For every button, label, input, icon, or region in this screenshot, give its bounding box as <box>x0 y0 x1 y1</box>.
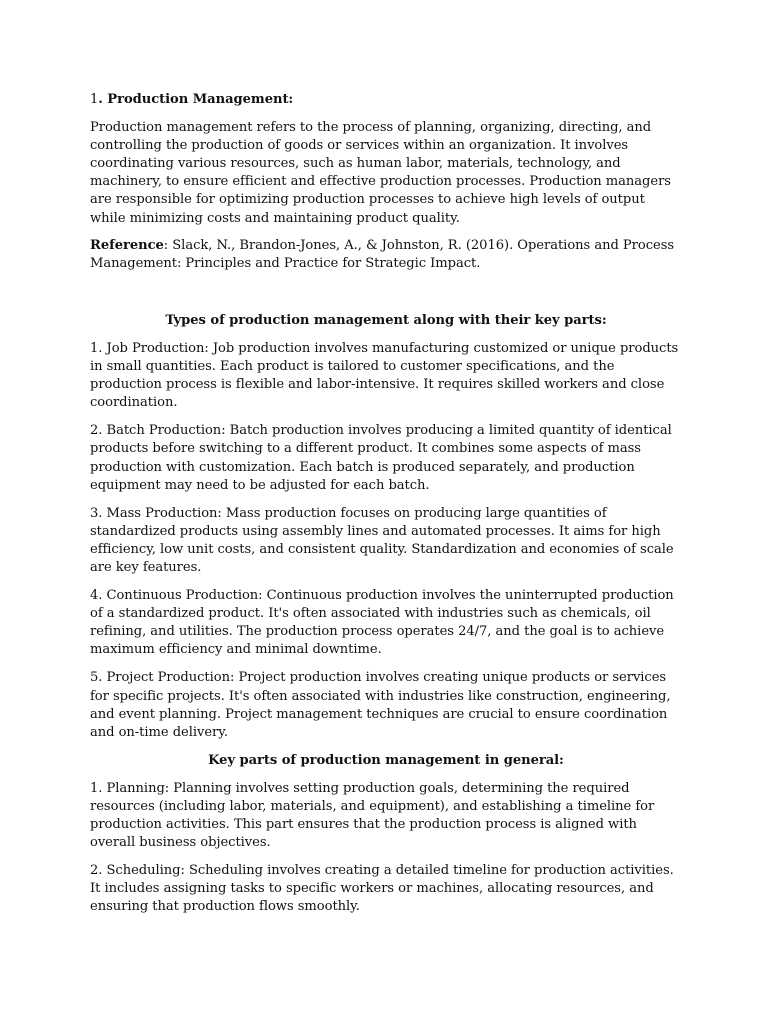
type-item-batch: 2. Batch Production: Batch production involves producing a limited quantity of identical products before switching to a different product. It combines some aspects of mass production with customization. Each batch is produced separately, and production equipment may need to be adjusted for each batch. <box>90 423 672 493</box>
type-item-mass: 3. Mass Production: Mass production focuses on producing large quantities of standardized products using assembly lines and automated processes. It aims for high efficiency, low unit costs, and consistent quality. Standardization and economies of scale are key features. <box>90 505 674 575</box>
type-item-job: 1. Job Production: Job production involves manufacturing customized or unique products in small quantities. Each product is tailored to customer specifications, and the production process is flexible and labor-intensive. It requires skilled workers and close coordination. <box>90 340 679 411</box>
section-heading <box>90 91 682 109</box>
section-number: 1 <box>90 92 99 107</box>
reference-text: : Slack, N., Brandon-Jones, A., & Johnston, R. (2016). Operations and Process Management: Principles and Practice for Strategic Impact. <box>90 237 675 271</box>
type-item-continuous: 4. Continuous Production: Continuous production involves the uninterrupted production of a standardized product. It's often associated with industries such as chemicals, oil refining, and utilities. The production process operates 24/7, and the goal is to achieve maximum efficiency and minimal downtime. <box>90 588 674 658</box>
reference-label: Reference <box>90 237 164 253</box>
section-number-dot: . <box>98 92 103 107</box>
reference-paragraph <box>90 237 682 273</box>
type-item-project: 5. Project Production: Project production involves creating unique products or services for specific projects. It's often associated with industries like construction, engineering, and event planning. Project management techniques are crucial to ensure coordination and on-time delivery. <box>90 670 671 740</box>
section-title: Production Management: <box>102 92 294 107</box>
key-parts-heading: Key parts of production management in general: <box>208 752 564 768</box>
document-page <box>90 91 682 917</box>
key-part-scheduling: 2. Scheduling: Scheduling involves creating a detailed timeline for production activities. It includes assigning tasks to specific workers or machines, allocating resources, and ensuring that production flows smoothly. <box>90 863 674 915</box>
types-heading: Types of production management along with their key parts: <box>165 312 607 328</box>
key-part-planning: 1. Planning: Planning involves setting production goals, determining the required resources (including labor, materials, and equipment), and establishing a timeline for production activities. This part ensures that the production process is aligned with overall business objectives. <box>90 780 655 851</box>
intro-paragraph: Production management refers to the process of planning, organizing, directing, and controlling the production of goods or services within an organization. It involves coordinating various resources, such as human labor, materials, technology, and machinery, to ensure efficient and effective production processes. Production managers are responsible for optimizing production processes to achieve high levels of output while minimizing costs and maintaining product quality. <box>90 120 671 226</box>
